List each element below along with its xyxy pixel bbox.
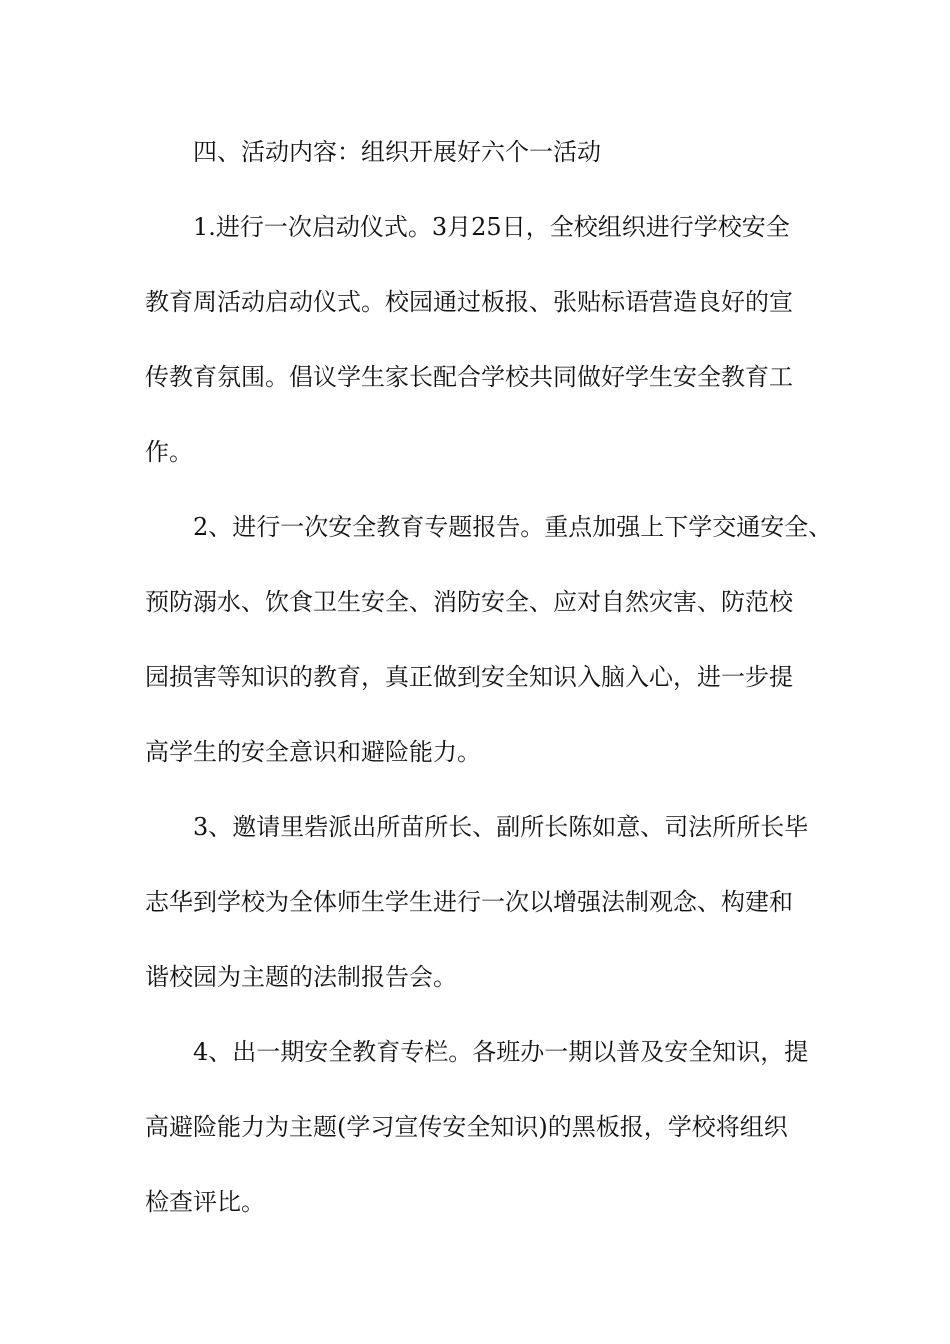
paragraph-2-line-2: 预防溺水、饮食卫生安全、消防安全、应对自然灾害、防范校 [145,588,793,616]
paragraph-3-line-3: 谐校园为主题的法制报告会。 [145,963,457,991]
paragraph-1-line-3: 传教育氛围。倡议学生家长配合学校共同做好学生安全教育工 [145,363,793,391]
paragraph-2-line-4: 高学生的安全意识和避险能力。 [145,738,481,766]
paragraph-4-line-2: 高避险能力为主题(学习宣传安全知识)的黑板报，学校将组织 [145,1113,788,1141]
paragraph-2-line-1: 2、进行一次安全教育专题报告。重点加强上下学交通安全、 [193,513,833,541]
paragraph-4-line-1: 4、出一期安全教育专栏。各班办一期以普及安全知识，提 [193,1038,809,1066]
section-heading: 四、活动内容：组织开展好六个一活动 [193,138,601,166]
paragraph-1-line-4: 作。 [145,438,193,466]
paragraph-4-line-3: 检查评比。 [145,1188,265,1216]
paragraph-3-line-1: 3、邀请里砦派出所苗所长、副所长陈如意、司法所所长毕 [193,813,809,841]
document-body [145,127,833,1252]
paragraph-3-line-2: 志华到学校为全体师生学生进行一次以增强法制观念、构建和 [145,888,793,916]
paragraph-2-line-3: 园损害等知识的教育，真正做到安全知识入脑入心，进一步提 [145,663,793,691]
paragraph-1-line-2: 教育周活动启动仪式。校园通过板报、张贴标语营造良好的宣 [145,288,793,316]
paragraph-1-line-1: 1.进行一次启动仪式。3月25日，全校组织进行学校安全 [193,213,790,241]
